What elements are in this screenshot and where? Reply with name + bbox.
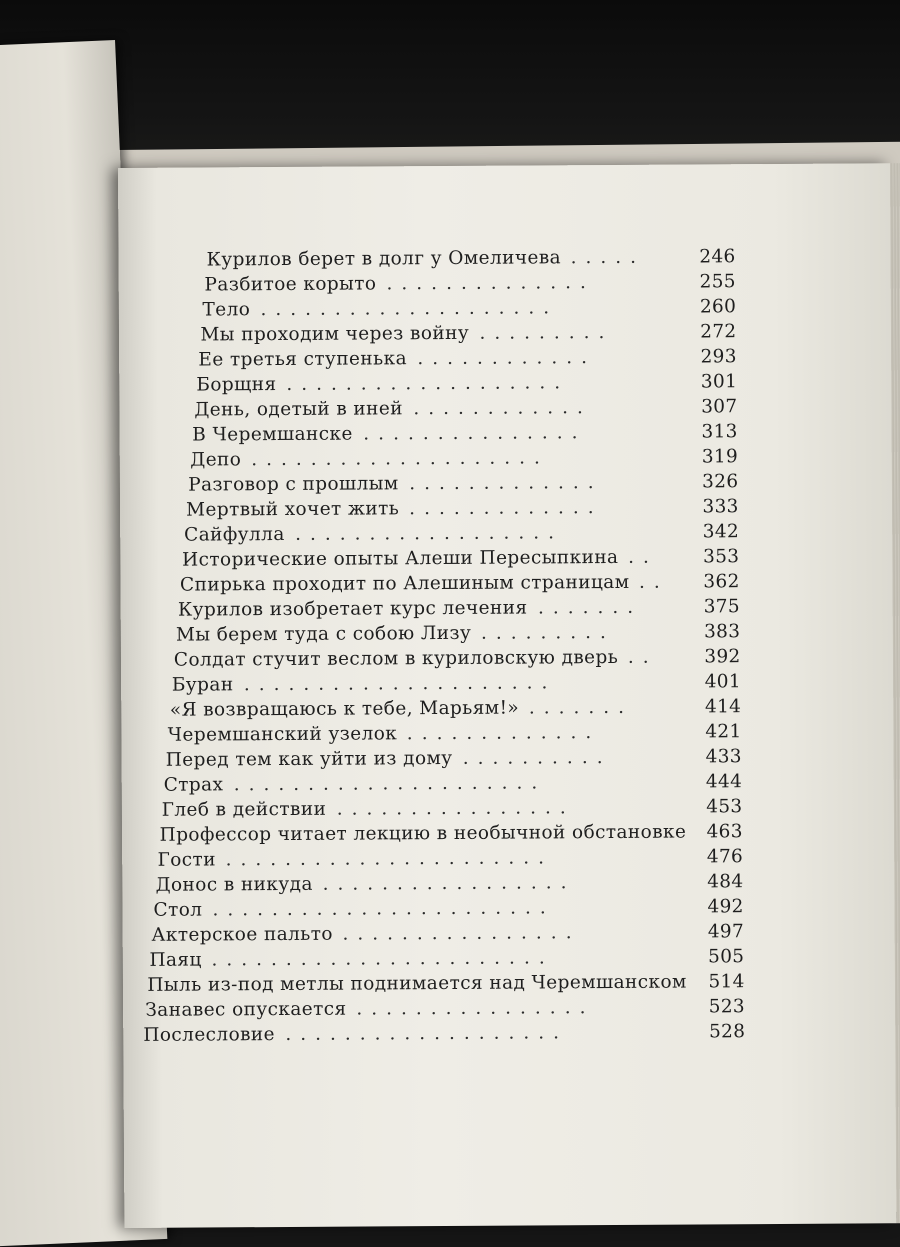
toc-dot-leader: ............. [409, 497, 603, 520]
toc-entry-page-number: 319 [701, 446, 739, 468]
toc-entry-title: Разбитое корыто [204, 273, 377, 296]
toc-entry-page-number: 523 [708, 996, 746, 1018]
toc-entry [143, 1019, 745, 1049]
toc-entry-page-number: 362 [703, 571, 740, 593]
toc-dot-leader: ....... [537, 596, 643, 619]
toc-entry-title: Буран [171, 674, 234, 696]
toc-dot-leader: ....... [528, 696, 634, 719]
toc-entry-title: Мертвый хочет жить [186, 498, 400, 521]
toc-entry-title: Депо [190, 449, 242, 471]
toc-entry-page-number: 307 [701, 396, 738, 418]
toc-entry-page-number: 492 [707, 896, 744, 918]
toc-entry-page-number: 476 [706, 846, 744, 868]
toc-entry-title: Курилов берет в долг у Омеличева [206, 247, 562, 271]
toc-entry-page-number: 414 [704, 696, 742, 718]
toc-entry-title: Гости [157, 849, 216, 871]
toc-dot-leader: ...................... [225, 847, 554, 871]
toc-entry-page-number: 401 [704, 671, 741, 693]
toc-dot-leader: ..................... [233, 772, 547, 796]
toc-entry-title: Борщня [196, 374, 277, 396]
toc-entry-title: Курилов изобретает курс лечения [177, 597, 528, 621]
toc-dot-leader: ............ [413, 397, 592, 420]
toc-entry-title: Донос в никуда [155, 873, 313, 896]
toc-entry-page-number: 333 [702, 496, 739, 518]
toc-entry-page-number: 497 [707, 921, 745, 943]
toc-entry-title: Исторические опыты Алеши Пересыпкина [182, 546, 619, 571]
toc-dot-leader: ............. [406, 722, 601, 745]
toc-entry-title: Перед тем как уйти из дому [165, 747, 453, 771]
toc-entry-page-number: 342 [702, 521, 740, 543]
toc-dot-leader: ................. [322, 872, 576, 895]
toc-dot-leader: ....................... [211, 947, 554, 971]
toc-entry-page-number: 392 [704, 646, 741, 668]
toc-dot-leader: ................ [336, 797, 575, 820]
toc-dot-leader: .................... [251, 447, 549, 471]
toc-entry-title: Профессор читает лекцию в необычной обстановке [159, 821, 687, 846]
toc-dot-leader: .. [627, 646, 658, 668]
toc-entry-title: Занавес опускается [145, 998, 347, 1021]
toc-entry-title: Черемшанский узелок [167, 723, 398, 746]
toc-entry-page-number: 484 [707, 871, 744, 893]
toc-entry-title: Актерское пальто [151, 923, 333, 946]
toc-dot-leader: ..................... [243, 672, 557, 696]
toc-dot-leader: ......... [480, 621, 615, 644]
toc-entry-title: В Черемшанске [192, 423, 353, 446]
toc-dot-leader: ................... [285, 1022, 569, 1045]
toc-dot-leader: .. [627, 546, 658, 568]
table-of-contents [118, 163, 896, 1228]
toc-dot-leader: ................ [342, 922, 581, 945]
toc-dot-leader: .......... [462, 746, 612, 769]
toc-entry-title: Сайфулла [184, 523, 285, 546]
toc-entry-page-number: 293 [700, 346, 737, 368]
toc-entry-page-number: 313 [701, 421, 738, 443]
toc-entry-title: Стол [153, 899, 203, 921]
toc-entry-title: Послесловие [143, 1024, 276, 1046]
toc-entry-page-number: 326 [702, 471, 739, 493]
right-page [118, 163, 896, 1228]
toc-entry-page-number: 260 [699, 296, 737, 318]
toc-entry-page-number: 421 [705, 721, 742, 743]
toc-dot-leader: .................... [260, 297, 559, 321]
toc-entry-title: Пыль из-под метлы поднимается над Черемшанском [147, 971, 687, 996]
toc-entry-page-number: 453 [706, 796, 743, 818]
toc-entry-page-number: 272 [700, 321, 737, 343]
toc-dot-leader: ..... [570, 246, 646, 269]
toc-entry-page-number: 433 [705, 746, 742, 768]
toc-entry-title: Мы берем туда с собою Лизу [175, 622, 472, 646]
toc-entry-page-number: 444 [705, 771, 743, 793]
toc-entry-title: Глеб в действии [161, 798, 327, 821]
toc-entry-title: Паяц [149, 949, 202, 971]
toc-entry-title: Страх [163, 774, 224, 796]
toc-entry-title: «Я возвращаюсь к тебе, Марьям!» [169, 697, 520, 721]
toc-dot-leader: ....................... [212, 897, 555, 921]
toc-dot-leader: .. [638, 571, 669, 593]
toc-dot-leader: ............... [363, 422, 587, 445]
toc-entry-page-number: 301 [700, 371, 738, 393]
toc-entry-page-number: 255 [699, 271, 736, 293]
toc-entry-title: День, одетый в иней [194, 398, 404, 421]
toc-entry-title: Спирька проходит по Алешиным страницам [179, 571, 630, 596]
toc-entry-page-number: 383 [703, 621, 741, 643]
toc-dot-leader: .................. [295, 522, 564, 545]
toc-entry-title: Тело [202, 299, 251, 321]
toc-entry-title: Солдат стучит веслом в куриловскую дверь [173, 646, 619, 671]
toc-dot-leader: ................ [356, 997, 595, 1020]
toc-entry-page-number: 514 [708, 971, 745, 993]
toc-dot-leader: ............ [417, 347, 597, 370]
toc-entry-page-number: 463 [706, 821, 743, 843]
toc-entry-page-number: 528 [709, 1021, 746, 1043]
toc-entry-page-number: 375 [703, 596, 740, 618]
toc-entry-page-number: 353 [703, 546, 740, 568]
toc-dot-leader: ......... [479, 321, 614, 344]
toc-entry-title: Разговор с прошлым [188, 473, 399, 496]
toc-dot-leader: .............. [386, 272, 595, 295]
toc-dot-leader: ............. [409, 472, 603, 495]
toc-entry-page-number: 246 [699, 246, 736, 268]
toc-entry-title: Ее третья ступенька [198, 348, 408, 371]
toc-entry-title: Мы проходим через войну [200, 322, 470, 346]
toc-dot-leader: ................... [286, 372, 570, 395]
toc-entry-page-number: 505 [708, 946, 745, 968]
